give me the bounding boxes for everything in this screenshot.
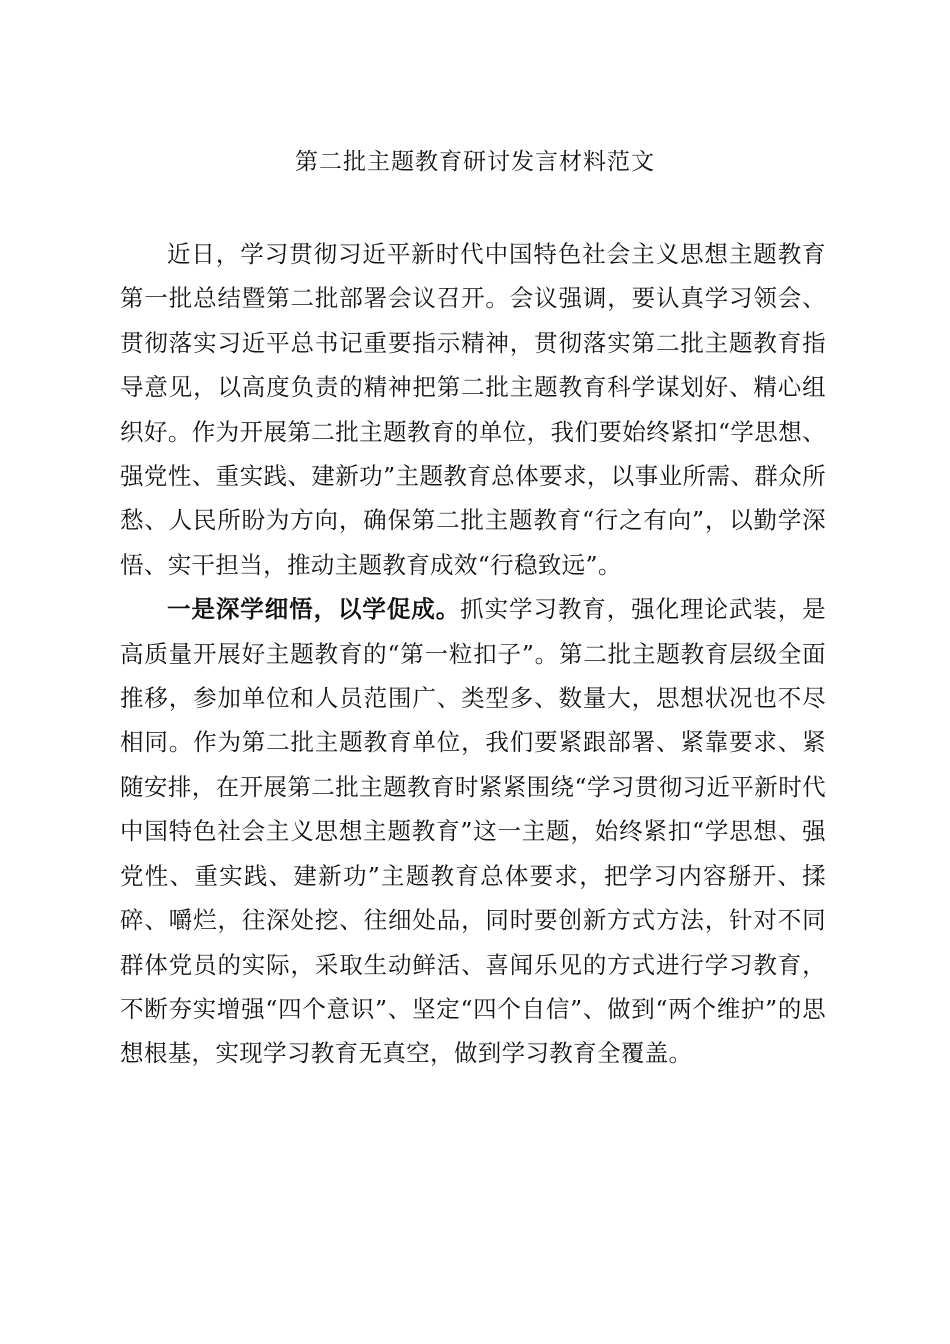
paragraph-intro (120, 232, 826, 587)
paragraph-point-one (120, 587, 826, 1075)
paragraph-point-one-lead: 一是深学细悟，以学促成。 (167, 595, 461, 624)
document-title: 第二批主题教育研讨发言材料范文 (295, 149, 655, 175)
paragraph-point-one-text: 抓实学习教育，强化理论武装，是高质量开展好主题教育的“第一粒扣子”。第二批主题教育层级全面推移，参加单位和人员范围广、类型多、数量大，思想状况也不尽相同。作为第二批主题教育单位，我们要紧跟部署、紧靠要求、紧随安排，在开展第二批主题教育时紧紧围绕“学习贯彻习近平新时代中国特色社会主义思想主题教育”这一主题，始终紧扣“学思想、强党性、重实践、建新功”主题教育总体要求，把学习内容掰开、揉碎、嚼烂，往深处挖、往细处品，同时要创新方式方法，针对不同群体党员的实际，采取生动鲜活、喜闻乐见的方式进行学习教育，不断夯实增强“四个意识”、坚定“四个自信”、做到“两个维护”的思想根基，实现学习教育无真空，做到学习教育全覆盖。 (120, 595, 827, 1068)
paragraph-intro-text: 近日，学习贯彻习近平新时代中国特色社会主义思想主题教育第一批总结暨第二批部署会议召开。会议强调，要认真学习领会、贯彻落实习近平总书记重要指示精神，贯彻落实第二批主题教育指导意见，以高度负责的精神把第二批主题教育科学谋划好、精心组织好。作为开展第二批主题教育的单位，我们要始终紧扣“学思想、强党性、重实践、建新功”主题教育总体要求，以事业所需、群众所愁、人民所盼为方向，确保第二批主题教育“行之有向”，以勤学深悟、实干担当，推动主题教育成效“行稳致远”。 (120, 240, 826, 579)
document-body (120, 232, 826, 1076)
